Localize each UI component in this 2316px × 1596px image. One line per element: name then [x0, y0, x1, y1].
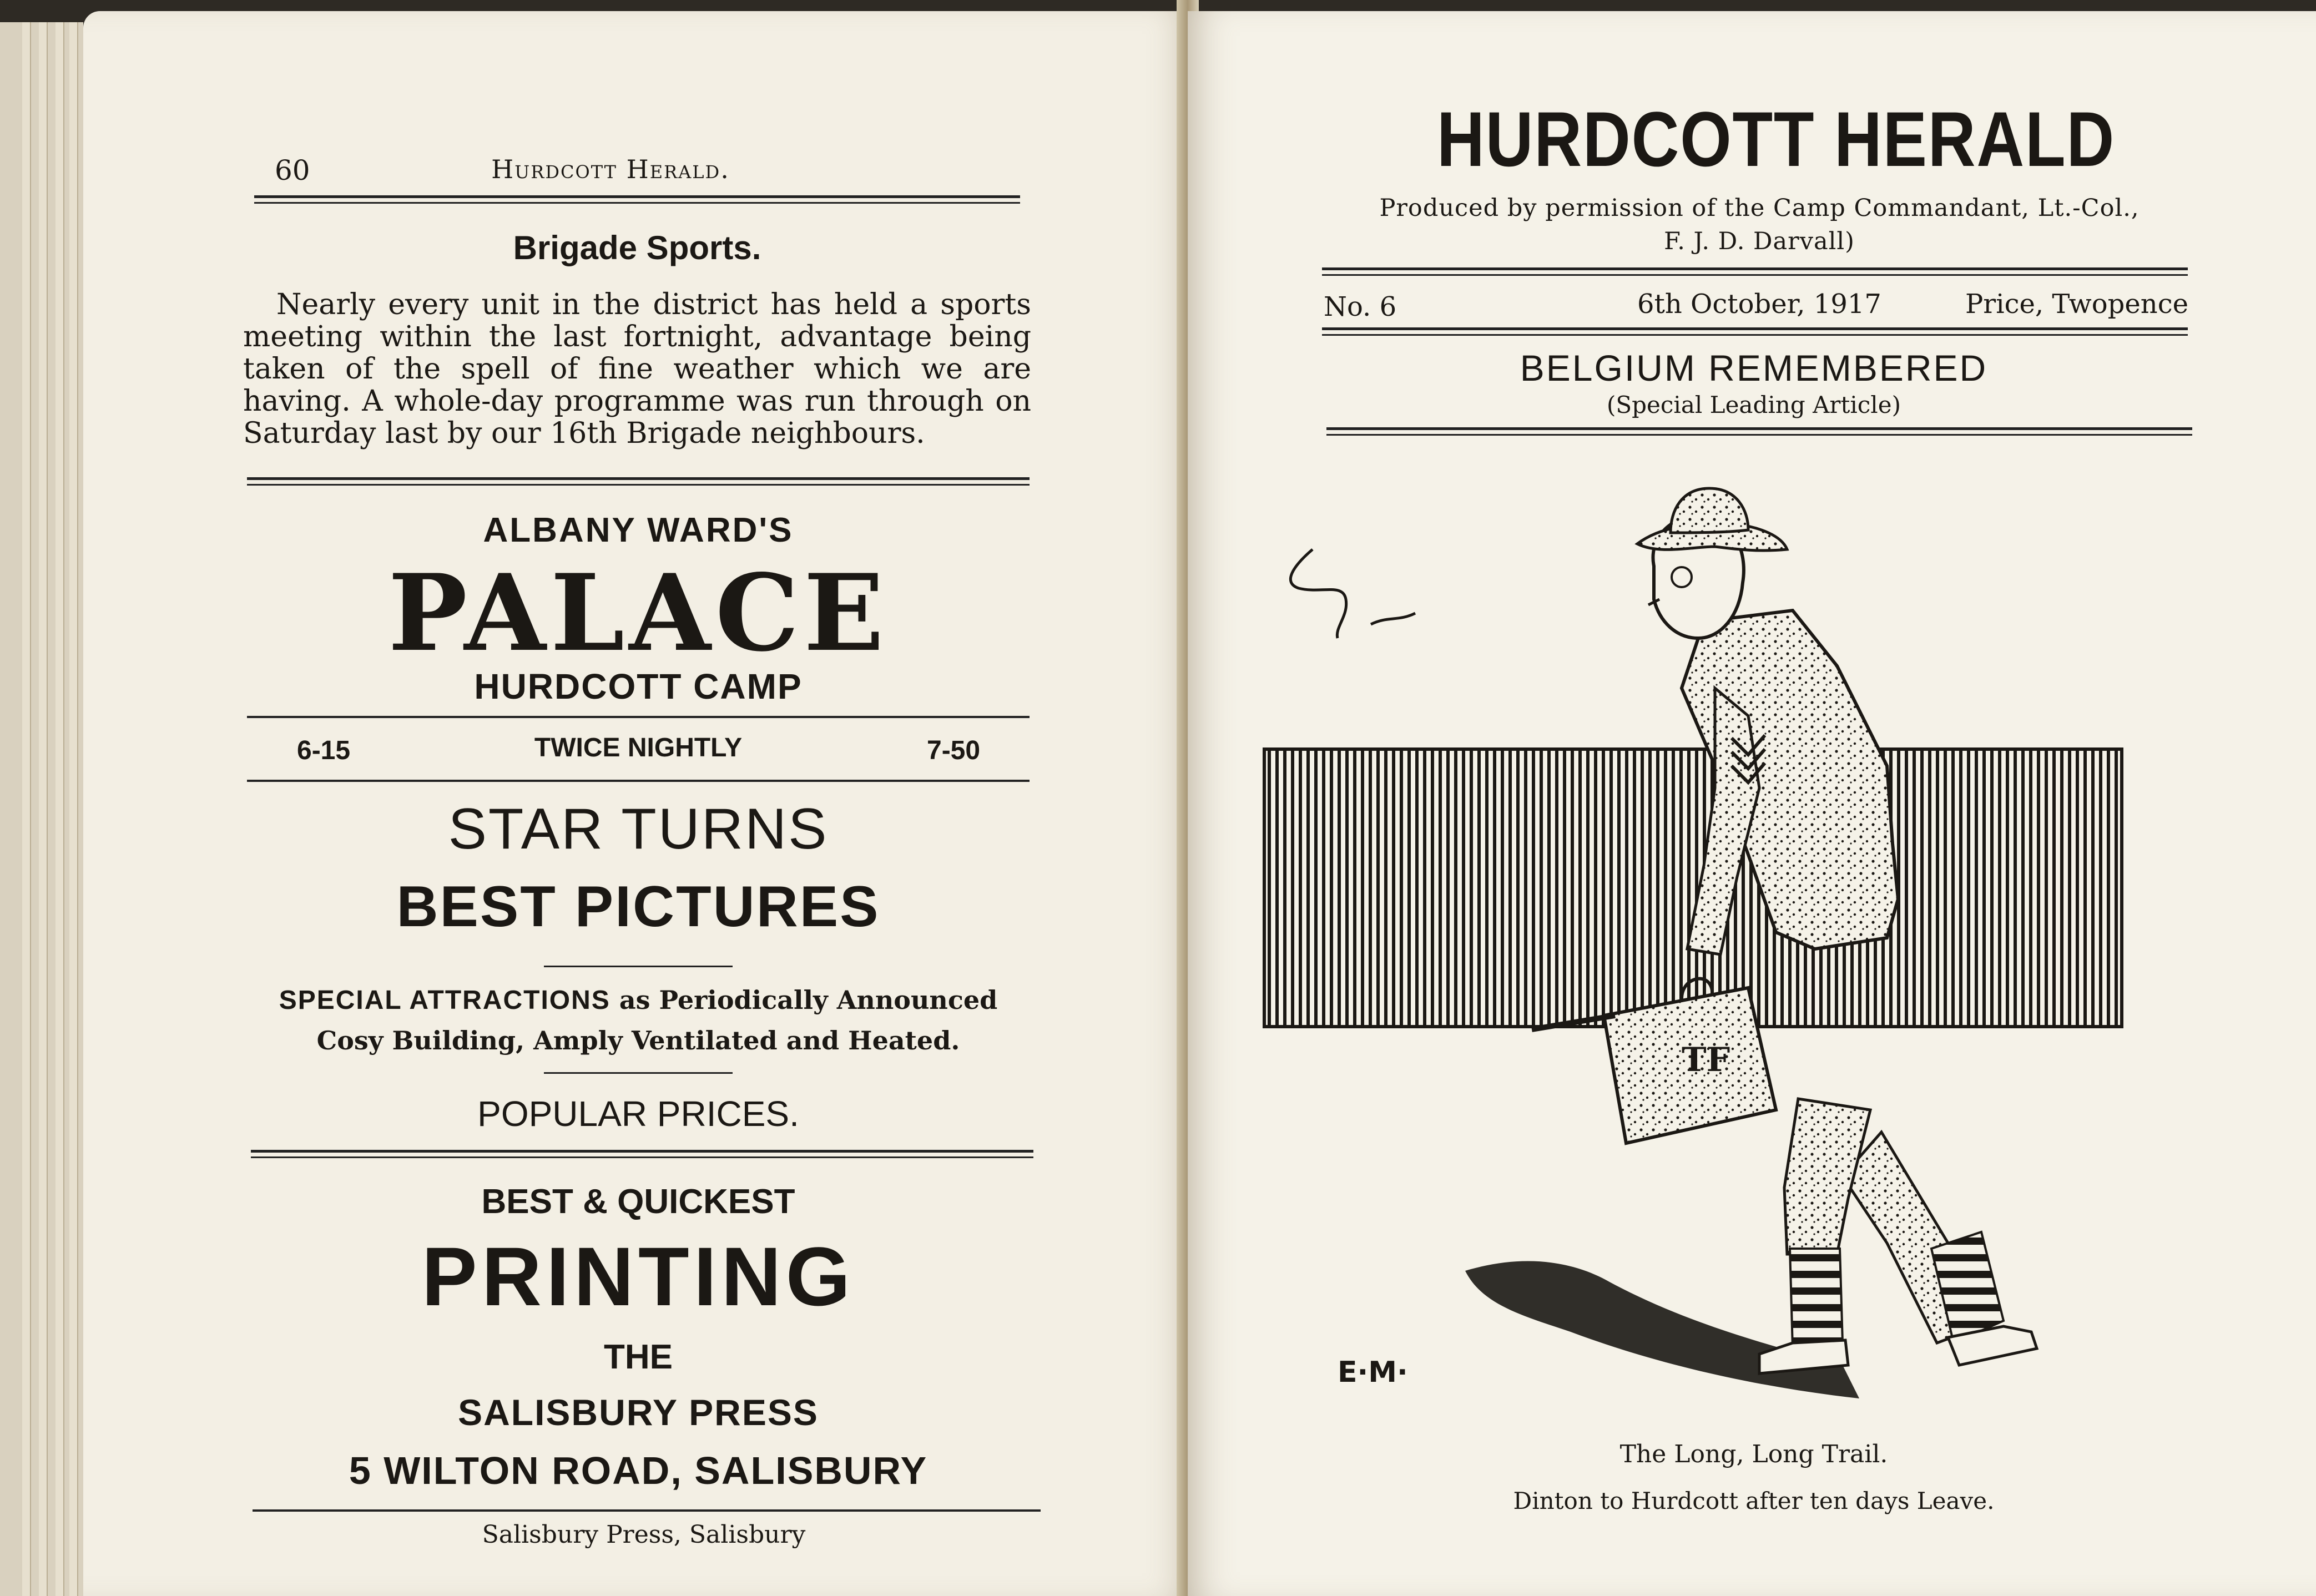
advert-best-pictures: BEST PICTURES: [396, 875, 880, 939]
printing-headline: PRINTING: [421, 1230, 855, 1323]
lead-subtitle: (Special Leading Article): [1607, 391, 1901, 418]
advert-special-announced: as Periodically Announced: [619, 985, 998, 1015]
issue-date: 6th October, 1917: [1637, 289, 1881, 320]
printing-tagline: BEST & QUICKEST: [481, 1183, 795, 1221]
printing-firm: SALISBURY PRESS: [458, 1392, 819, 1433]
advert-separator: [251, 1150, 1033, 1158]
lead-title: BELGIUM REMEMBERED: [1520, 347, 1988, 388]
advert-rule-top: [247, 716, 1030, 718]
advert-special-attractions: SPECIAL ATTRACTIONS: [279, 986, 610, 1015]
permission-line-2: F. J. D. Darvall): [1664, 228, 1855, 255]
advert-time-early: 6-15: [297, 736, 351, 765]
advert-location: HURDCOTT CAMP: [474, 666, 803, 706]
article-title: Brigade Sports.: [513, 229, 761, 266]
printing-the: THE: [604, 1338, 673, 1376]
advert-frequency: TWICE NIGHTLY: [534, 733, 743, 762]
advert-palace-title: PALACE: [388, 551, 889, 675]
advert-owner: ALBANY WARD'S: [483, 511, 794, 549]
right-page: [1188, 11, 2316, 1596]
advert-comfort: Cosy Building, Amply Ventilated and Heated.: [316, 1026, 960, 1055]
advert-short-rule: [544, 966, 733, 967]
cartoon-soldier-illustration: [1260, 455, 2259, 1465]
lead-rule: [1326, 427, 2192, 436]
imprint-rule: [253, 1509, 1041, 1512]
advert-rule-bottom: [247, 780, 1030, 782]
issue-price: Price, Twopence: [1965, 289, 2188, 320]
advert-time-late: 7-50: [927, 736, 981, 765]
page-number: 60: [275, 154, 310, 186]
cartoon-caption-title: The Long, Long Trail.: [1619, 1440, 1888, 1468]
hedge-background: [1264, 749, 2122, 1027]
issue-number: No. 6: [1324, 291, 1397, 322]
article-rule: [247, 477, 1030, 486]
imprint: Salisbury Press, Salisbury: [482, 1521, 806, 1549]
page-edges: [0, 22, 83, 1596]
article-body: Nearly every unit in the district has held a sports meeting within the last fortnight, advantage being taken of the spell of fine weather which we are having. A whole-day programme was run through on Saturday last by our 16th Brigade neighbours.: [243, 288, 1031, 450]
header-rule: [254, 195, 1020, 204]
advert-star-turns: STAR TURNS: [448, 797, 829, 861]
cartoon-caption-detail: Dinton to Hurdcott after ten days Leave.: [1513, 1487, 1995, 1514]
left-page: [83, 11, 1188, 1596]
running-head: Hurdcott Herald.: [491, 154, 730, 184]
advert-short-rule-2: [544, 1072, 733, 1074]
masthead: HURDCOTT HERALD: [1436, 95, 2116, 183]
advert-prices: POPULAR PRICES.: [477, 1094, 799, 1134]
printing-address: 5 WILTON ROAD, SALISBURY: [349, 1449, 928, 1492]
artist-signature: E·M·: [1338, 1356, 1408, 1389]
permission-line-1: Produced by permission of the Camp Commandant, Lt.-Col.,: [1379, 194, 2140, 222]
issue-rule: [1322, 327, 2188, 336]
advert-special: [250, 985, 1027, 1016]
masthead-rule: [1322, 267, 2188, 276]
case-initials: TF: [1682, 1041, 1730, 1079]
